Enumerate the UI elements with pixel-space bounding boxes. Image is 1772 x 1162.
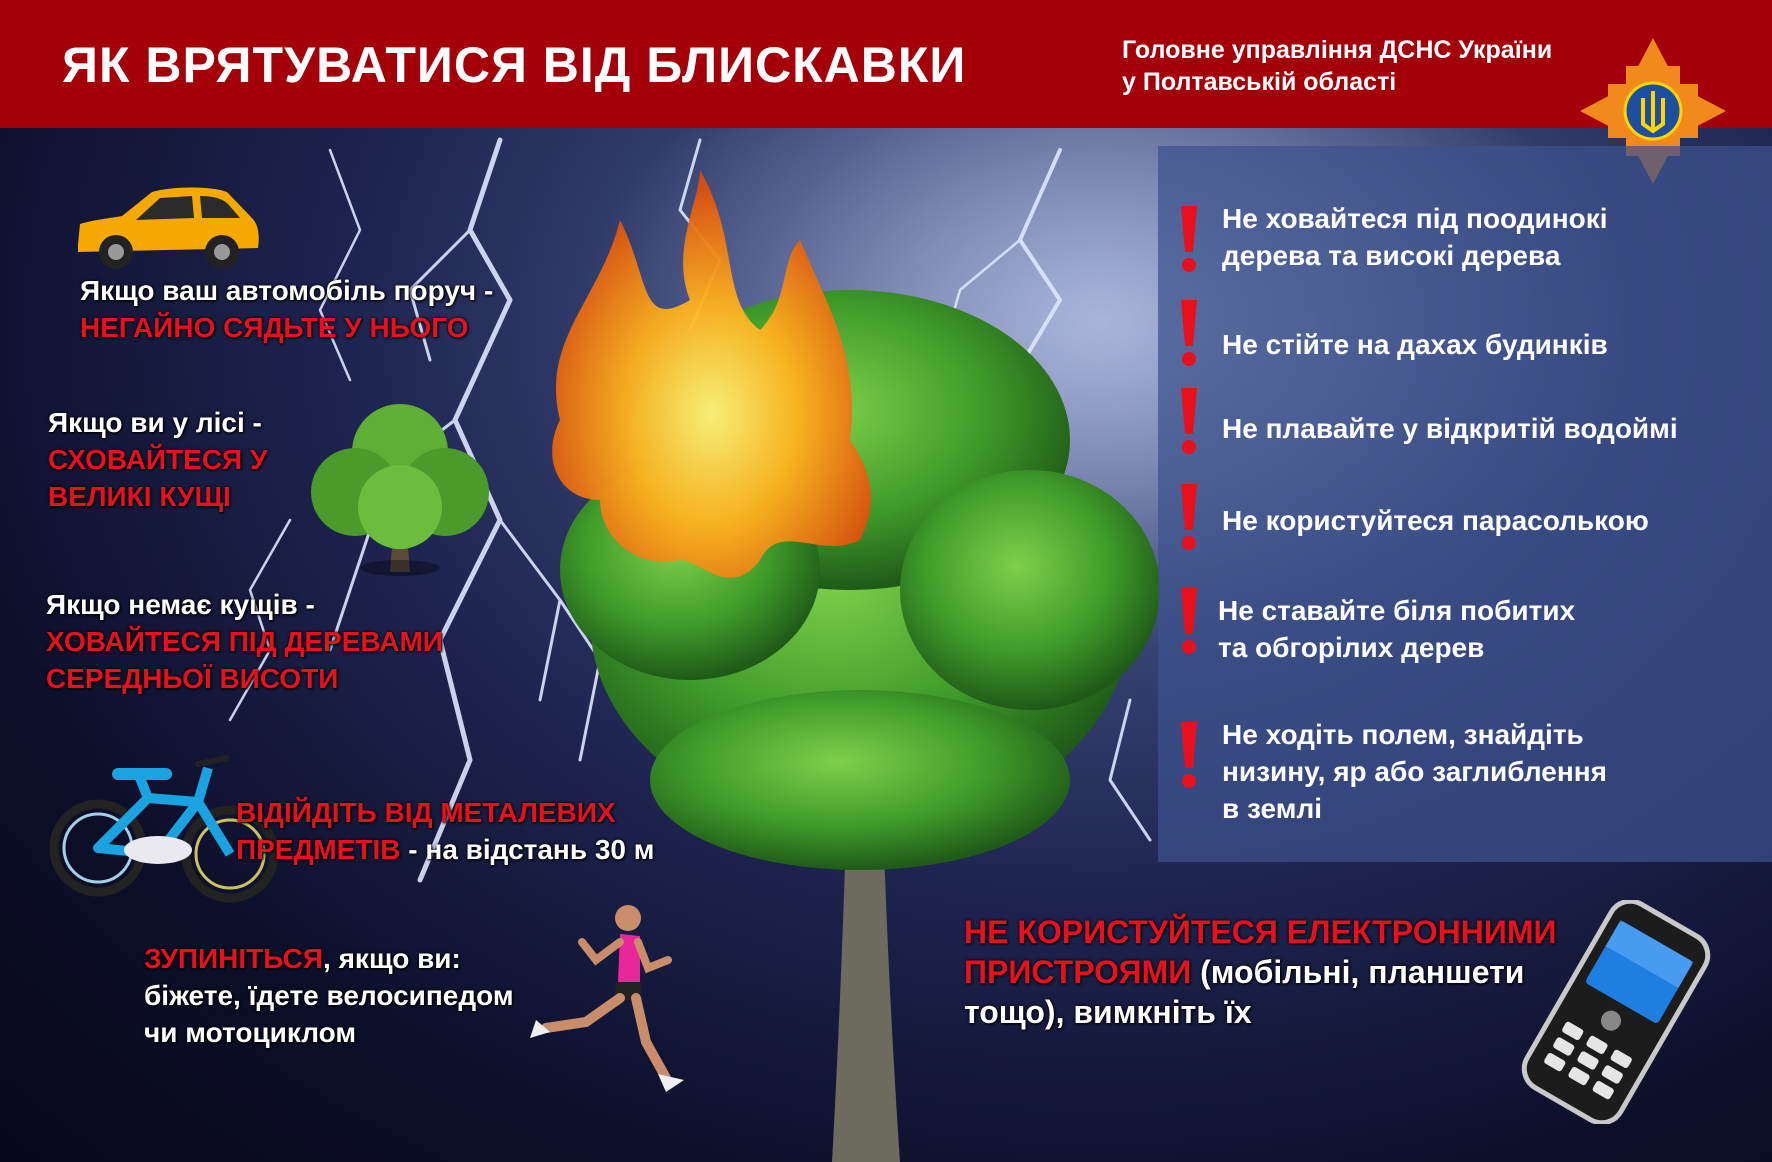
tip-forest (48, 404, 267, 515)
tip-electronics-action-2: ПРИСТРОЯМИ (964, 954, 1192, 990)
organization-name (1122, 34, 1552, 98)
rule-6-line-3: в землі (1222, 793, 1323, 824)
rule-6 (1222, 716, 1607, 827)
tip-electronics-examples: (мобільні, планшети (1191, 954, 1525, 990)
tip-car-line-1: Якщо ваш автомобіль поруч - (80, 275, 494, 306)
rule-1-line-2: дерева та високі дерева (1222, 240, 1561, 271)
tip-car-action: НЕГАЙНО СЯДЬТЕ У НЬОГО (80, 312, 469, 343)
tip-metal-distance: - на відстань 30 м (400, 834, 655, 865)
rule-3 (1222, 410, 1678, 447)
rule-4-line-1: Не користуйтеся парасолькою (1222, 505, 1649, 536)
tip-stop-action: ЗУПИНІТЬСЯ (144, 943, 324, 974)
exclamation-icon (1168, 720, 1210, 790)
tip-forest-action-2: ВЕЛИКІ КУЩІ (48, 481, 231, 512)
tip-stop (144, 940, 514, 1051)
page-title: ЯК ВРЯТУВАТИСЯ ВІД БЛИСКАВКИ (62, 37, 967, 93)
tip-no-bushes-action-1: ХОВАЙТЕСЯ ПІД ДЕРЕВАМИ (46, 626, 443, 657)
rule-5 (1218, 592, 1575, 666)
rule-2 (1222, 326, 1608, 363)
rule-3-line-1: Не плавайте у відкритій водоймі (1222, 413, 1678, 444)
tip-metal-action-1: ВІДІЙДІТЬ ВІД МЕТАЛЕВИХ (236, 797, 616, 828)
tip-stop-line-2: біжете, їдете велосипедом (144, 980, 514, 1011)
runner-icon (516, 902, 686, 1098)
exclamation-icon (1168, 586, 1210, 656)
tip-stop-condition: , якщо ви: (323, 943, 461, 974)
mobile-phone-icon (1500, 900, 1732, 1124)
tip-no-bushes (46, 586, 443, 697)
exclamation-icon (1168, 386, 1210, 456)
tip-forest-action-1: СХОВАЙТЕСЯ У (48, 444, 268, 475)
tip-stop-line-3: чи мотоциклом (144, 1017, 357, 1048)
rule-4 (1222, 502, 1649, 539)
org-line-2: у Полтавській області (1122, 68, 1397, 96)
rule-5-line-1: Не ставайте біля побитих (1218, 595, 1576, 626)
tip-metal-action-2: ПРЕДМЕТІВ (236, 834, 401, 865)
rule-2-line-1: Не стійте на дахах будинків (1222, 329, 1608, 360)
rule-1 (1222, 200, 1608, 274)
exclamation-icon (1168, 204, 1210, 274)
tip-no-bushes-line-1: Якщо немає кущів - (46, 589, 315, 620)
tip-forest-line-1: Якщо ви у лісі - (48, 407, 262, 438)
tip-electronics (964, 912, 1556, 1032)
exclamation-icon (1168, 298, 1210, 368)
tip-electronics-line-3: тощо), вимкніть їх (964, 994, 1252, 1030)
tip-electronics-action-1: НЕ КОРИСТУЙТЕСЯ ЕЛЕКТРОННИМИ (964, 914, 1557, 950)
rule-1-line-1: Не ховайтеся під поодинокі (1222, 203, 1608, 234)
tip-no-bushes-action-2: СЕРЕДНЬОЇ ВИСОТИ (46, 663, 339, 694)
rule-6-line-2: низину, яр або заглиблення (1222, 756, 1607, 787)
tip-metal (236, 794, 654, 868)
rule-6-line-1: Не ходіть полем, знайдіть (1222, 719, 1584, 750)
bush-icon (300, 392, 500, 582)
org-line-1: Головне управління ДСНС України (1122, 36, 1553, 64)
rule-5-line-2: та обгорілих дерев (1218, 632, 1485, 663)
tip-car (80, 272, 493, 346)
exclamation-icon (1168, 482, 1210, 552)
car-icon (72, 184, 262, 276)
